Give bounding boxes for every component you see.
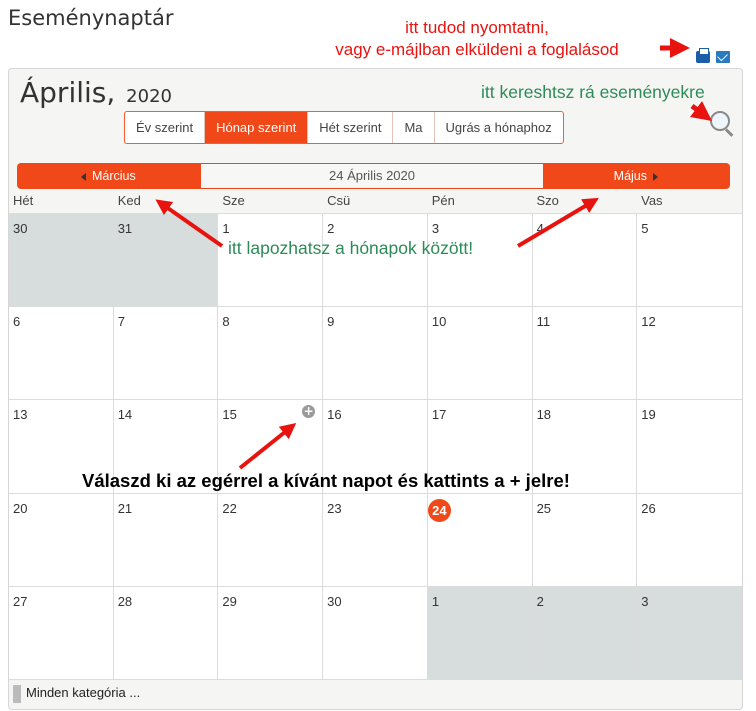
day-number: 9 xyxy=(327,314,335,330)
day-number: 30 xyxy=(327,593,342,609)
day-number: 29 xyxy=(222,593,237,609)
weekday-label: Vas xyxy=(641,193,663,208)
day-number: 1 xyxy=(222,221,230,236)
day-number: 17 xyxy=(431,407,447,423)
year: 2020 xyxy=(126,86,172,107)
day-number: 7 xyxy=(117,314,125,330)
day-number: 10 xyxy=(431,314,447,330)
jump-to-month-button[interactable]: Ugrás a hónaphoz xyxy=(445,120,552,135)
month-name: Április, xyxy=(20,76,116,109)
day-number: 15 xyxy=(222,407,237,423)
day-number: 4 xyxy=(536,221,544,236)
day-number: 8 xyxy=(222,314,230,330)
view-year-button[interactable]: Év szerint xyxy=(125,112,205,143)
view-month-button[interactable]: Hónap szerint xyxy=(205,112,308,143)
day-number: 18 xyxy=(536,407,552,423)
day-number: 27 xyxy=(13,593,28,609)
day-number: 25 xyxy=(536,500,552,516)
day-number: 12 xyxy=(641,314,656,330)
day-number: 5 xyxy=(641,221,649,236)
day-number: 20 xyxy=(13,500,28,516)
day-number: 28 xyxy=(117,593,133,609)
day-number: 23 xyxy=(327,500,342,516)
day-number: 11 xyxy=(536,314,551,330)
day-number: 30 xyxy=(13,221,28,236)
day-select-hint: Válaszd ki az egérrel a kívánt napot és kattints a + jelre! xyxy=(82,470,570,491)
day-number: 26 xyxy=(641,500,656,516)
search-hint: itt kereshtsz rá eseményekre xyxy=(481,82,705,102)
weekday-label: Hét xyxy=(13,193,34,208)
day-number: 16 xyxy=(327,407,342,423)
category-filter-label: Minden kategória ... xyxy=(26,685,141,700)
prev-month-button[interactable]: Március xyxy=(81,163,136,189)
day-number: 2 xyxy=(536,593,544,609)
day-number: 14 xyxy=(117,407,133,423)
day-number: 19 xyxy=(641,407,656,423)
weekday-label: Ked xyxy=(117,193,141,208)
next-month-button[interactable]: Május xyxy=(614,163,658,189)
day-number: 21 xyxy=(117,500,133,516)
weekday-label: Szo xyxy=(536,193,559,208)
print-hint-line1: itt tudod nyomtatni, xyxy=(405,18,549,37)
day-number: 6 xyxy=(13,314,21,330)
day-number: 2 xyxy=(327,221,335,236)
day-number: 22 xyxy=(222,500,237,516)
arrow-to-prev-month xyxy=(162,204,222,246)
arrow-to-next-month xyxy=(518,202,592,246)
today-badge: 24 xyxy=(428,499,451,522)
day-number: 3 xyxy=(431,221,440,236)
current-date: 24 Április 2020 xyxy=(201,164,543,188)
day-number: 1 xyxy=(431,593,440,609)
page-title: Eseménynaptár xyxy=(8,6,174,30)
arrow-to-add-icon xyxy=(240,428,290,468)
day-number: 31 xyxy=(117,221,133,236)
arrow-to-search xyxy=(692,106,704,115)
print-hint-line2: vagy e-májlban elküldeni a foglalásod xyxy=(335,40,619,59)
weekday-label: Sze xyxy=(222,193,245,208)
view-today-button[interactable]: Ma xyxy=(393,112,434,143)
day-number: 3 xyxy=(641,593,649,609)
day-number: 13 xyxy=(13,407,28,423)
weekday-label: Csü xyxy=(327,193,351,208)
add-event-icon[interactable]: + xyxy=(303,404,314,419)
view-week-button[interactable]: Hét szerint xyxy=(308,112,393,143)
month-nav-hint: itt lapozhatsz a hónapok között! xyxy=(228,238,474,258)
weekday-label: Pén xyxy=(431,193,455,208)
